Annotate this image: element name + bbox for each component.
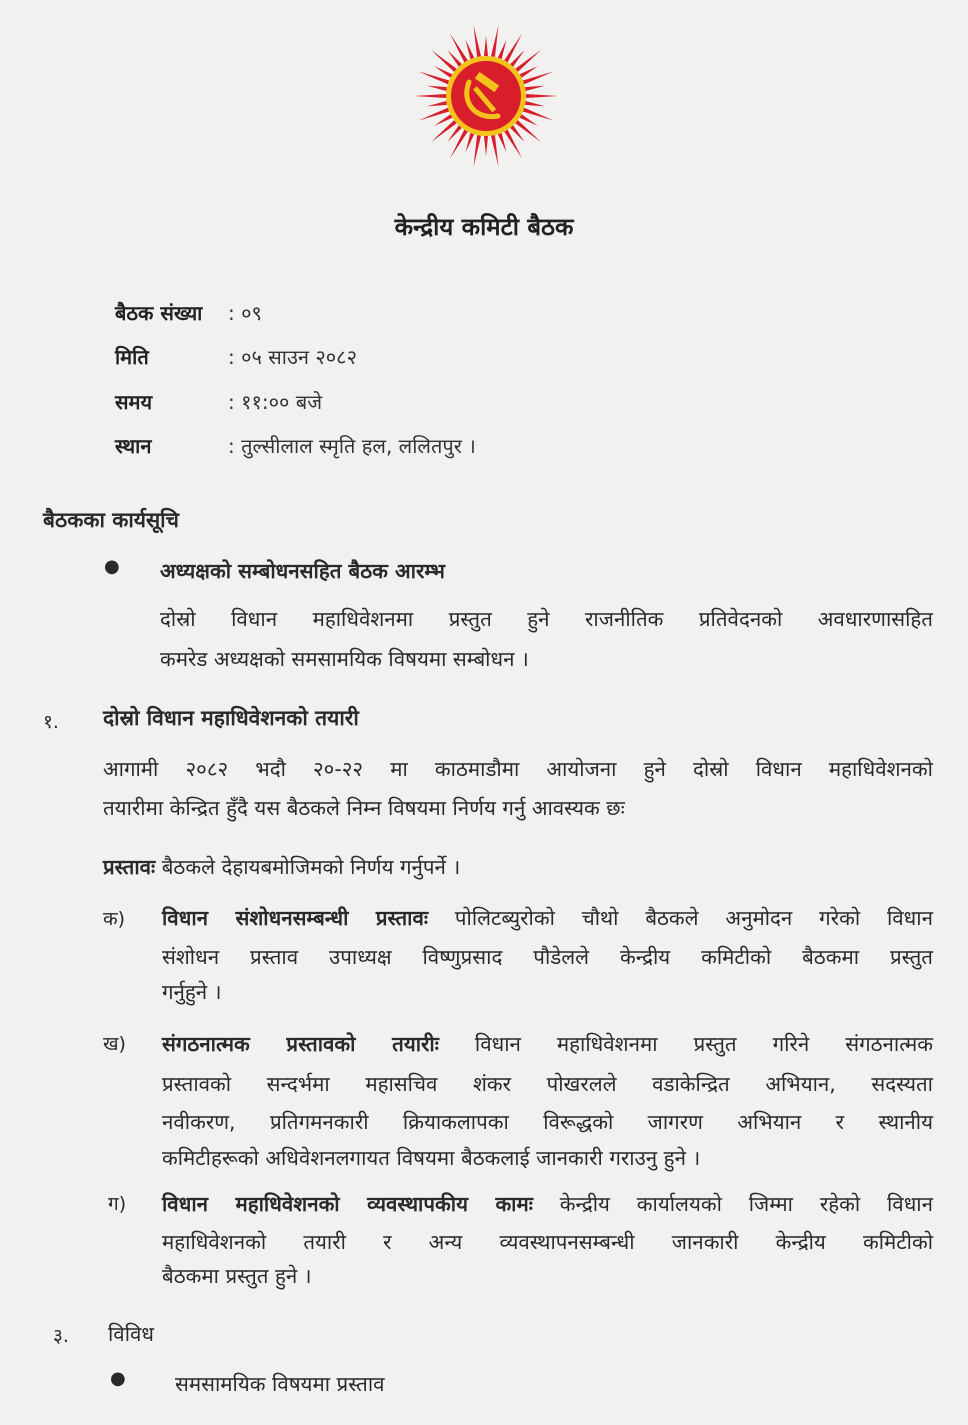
meta-label: मिति — [115, 345, 149, 369]
section-title: विविध — [108, 1322, 155, 1346]
meta-meeting-number — [115, 299, 262, 326]
section-number: ३. — [53, 1325, 69, 1347]
proposal-label: प्रस्तावः — [103, 855, 156, 879]
item-line: नवीकरण, प्रतिगमनकारी क्रियाकलापका विरूद्धको जागरण अभियान र स्थानीय — [162, 1110, 933, 1134]
item-first-line — [162, 1190, 933, 1218]
meta-value: : ०९ — [228, 301, 262, 325]
meta-time — [115, 388, 322, 415]
item-text: विधान महाधिवेशनमा प्रस्तुत गरिने संगठनात्मक — [438, 1032, 934, 1056]
item-title: विधान महाधिवेशनको व्यवस्थापकीय कामः — [162, 1192, 533, 1216]
proposal-line — [103, 853, 460, 881]
meta-value: : ११:०० बजे — [228, 390, 323, 414]
item-line: महाधिवेशनको तयारी र अन्य व्यवस्थापनसम्बन्धी जानकारी केन्द्रीय कमिटीको — [162, 1230, 933, 1254]
item-line: बैठकमा प्रस्तुत हुने । — [162, 1264, 312, 1288]
item-first-line — [162, 904, 933, 932]
item-title: संगठनात्मक प्रस्तावको तयारीः — [162, 1032, 439, 1056]
section-intro-line: तयारीमा केन्द्रित हुँदै यस बैठकले निम्न विषयमा निर्णय गर्नु आवस्यक छः — [103, 796, 625, 820]
opening-line: कमरेड अध्यक्षको समसामयिक विषयमा सम्बोधन । — [160, 647, 529, 671]
item-first-line — [162, 1030, 933, 1058]
bullet-icon: ● — [104, 556, 120, 577]
meta-date — [115, 343, 357, 370]
item-line: कमिटीहरूको अधिवेशनलगायत विषयमा बैठकलाई जानकारी गराउनु हुने । — [162, 1146, 701, 1170]
opening-title: अध्यक्षको सम्बोधनसहित बैठक आरम्भ — [160, 559, 445, 583]
item-marker: ग) — [108, 1193, 127, 1215]
opening-line: दोस्रो विधान महाधिवेशनमा प्रस्तुत हुने राजनीतिक प्रतिवेदनको अवधारणासहित — [160, 607, 933, 631]
meta-value: : ०५ साउन २०८२ — [228, 345, 357, 369]
agenda-heading: बैठकका कार्यसूचि — [43, 508, 179, 532]
meta-value: : तुल्सीलाल स्मृति हल, ललितपुर । — [228, 434, 476, 458]
section-title: दोस्रो विधान महाधिवेशनको तयारी — [103, 706, 359, 730]
item-marker: क) — [103, 908, 126, 930]
proposal-text: बैठकले देहायबमोजिमको निर्णय गर्नुपर्ने । — [155, 855, 461, 879]
misc-bullet-text: समसामयिक विषयमा प्रस्ताव — [175, 1372, 385, 1396]
item-marker: ख) — [103, 1033, 126, 1055]
party-emblem-icon — [403, 22, 569, 170]
section-number: १. — [43, 711, 59, 733]
page-title: केन्द्रीय कमिटी बैठक — [394, 213, 574, 241]
meta-label: स्थान — [115, 434, 152, 458]
item-text: केन्द्रीय कार्यालयको जिम्मा रहेको विधान — [532, 1192, 933, 1216]
item-line: संशोधन प्रस्ताव उपाध्यक्ष विष्णुप्रसाद पौडेलले केन्द्रीय कमिटीको बैठकमा प्रस्तुत — [162, 945, 933, 969]
item-title: विधान संशोधनसम्बन्धी प्रस्तावः — [162, 906, 429, 930]
item-text: पोलिटब्युरोको चौथो बैठकले अनुमोदन गरेको विधान — [428, 906, 933, 930]
meta-venue — [115, 432, 476, 459]
section-intro-line: आगामी २०८२ भदौ २०-२२ मा काठमाडौमा आयोजना हुने दोस्रो विधान महाधिवेशनको — [103, 757, 933, 781]
meta-label: बैठक संख्या — [115, 301, 203, 325]
item-line: प्रस्तावको सन्दर्भमा महासचिव शंकर पोखरलले वडाकेन्द्रित अभियान, सदस्यता — [162, 1072, 933, 1096]
bullet-icon: ● — [110, 1368, 126, 1389]
item-line: गर्नुहुने । — [162, 980, 222, 1004]
meta-label: समय — [115, 390, 153, 414]
